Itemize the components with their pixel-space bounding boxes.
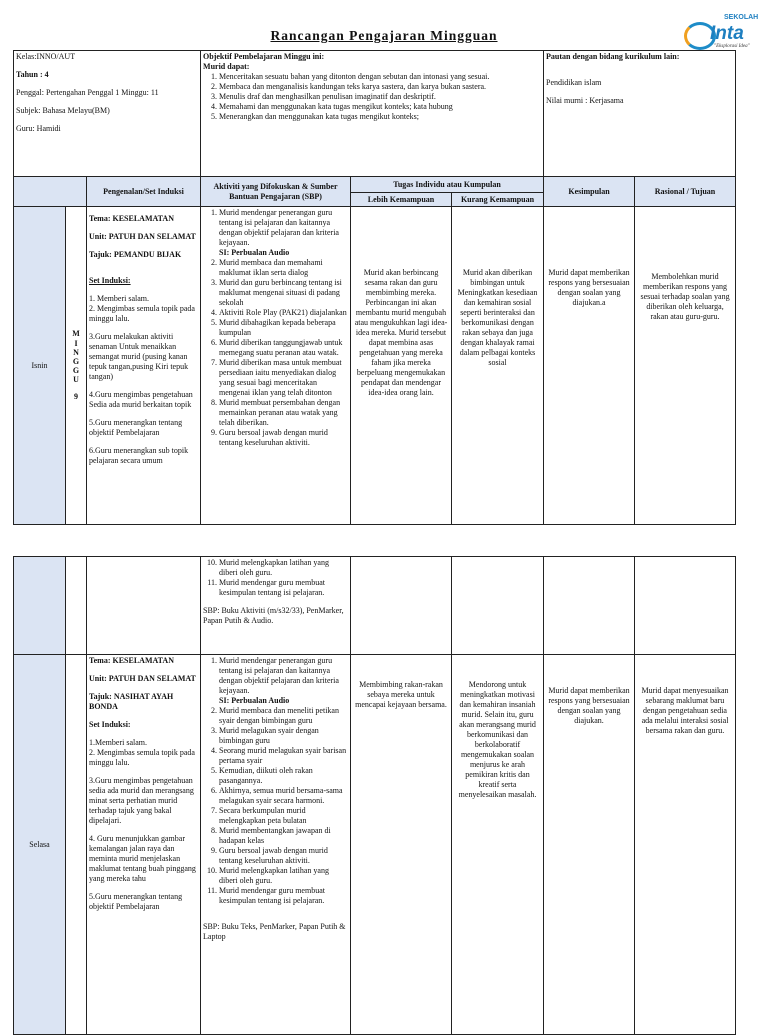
objektif-heading: Objektif Pembelajaran Minggu ini: bbox=[203, 52, 325, 61]
minggu-number: 9 bbox=[74, 392, 78, 402]
class-info-cell bbox=[14, 51, 201, 177]
objektif-item: 5. Menerangkan dan menggunakan kata tugas mengikut konteks; bbox=[219, 112, 541, 122]
aktiviti-item: 10. Murid melengkapkan latihan yang diberi oleh guru. bbox=[219, 558, 348, 578]
header-induksi: Pengenalan/Set Induksi bbox=[87, 177, 201, 207]
aktiviti-item: 1. Murid mendengar penerangan guru tentang isi pelajaran dan kaitannya dengan objektif pelajaran dan kriteria kejayaan. bbox=[219, 656, 348, 696]
aktiviti-item: 7. Secara berkumpulan murid melengkapkan peta bulatan bbox=[219, 806, 348, 826]
cont-minggu-cell bbox=[66, 557, 87, 655]
logo-top-text: SEKOLAH bbox=[724, 14, 759, 21]
induksi-step: 6.Guru menerangkan sub topik pelajaran secara umum bbox=[89, 446, 189, 465]
weekly-plan-table-2 bbox=[13, 556, 736, 1035]
objektif-item: 3. Menulis draf dan menghasilkan penulisan imaginatif dan deskriptif. bbox=[219, 92, 541, 102]
aktiviti-list bbox=[203, 208, 348, 248]
induksi-step: 1. Memberi salam. bbox=[89, 294, 149, 303]
aktiviti-item: 8. Murid membentangkan jawapan di hadapan kelas bbox=[219, 826, 348, 846]
induksi-step: 2. Mengimbas semula topik pada minggu lalu. bbox=[89, 748, 195, 767]
kurang-text: Mendorong untuk meningkatkan motivasi dan kemahiran insaniah murid. Selain itu, guru akan merangsang murid berkomunikasi dan berkolaboratif mengemukakan soalan menjurus ke arah pemikiran kritis dan kreatif serta menyelesaikan masalah. bbox=[458, 680, 537, 799]
aktiviti-list bbox=[203, 656, 348, 696]
isnin-lebih bbox=[351, 207, 452, 525]
sbp-label: SI: Perbualan Audio bbox=[219, 696, 290, 705]
tajuk: Tajuk: NASIHAT AYAH BONDA bbox=[89, 692, 174, 711]
aktiviti-item: 11. Murid mendengar guru membuat kesimpulan tentang isi pelajaran. bbox=[219, 578, 348, 598]
sekolah-inta-logo bbox=[680, 14, 760, 50]
selasa-minggu-cell bbox=[66, 655, 87, 1035]
objektif-sub: Murid dapat: bbox=[203, 62, 250, 71]
aktiviti-item: 4. Seorang murid melagukan syair barisan pertama syair bbox=[219, 746, 348, 766]
isnin-kurang bbox=[452, 207, 544, 525]
aktiviti-list bbox=[203, 258, 348, 448]
selasa-kesimpulan bbox=[544, 655, 635, 1035]
minggu-letter: U bbox=[73, 375, 79, 385]
kesimpulan-text: Murid dapat memberikan respons yang bersesuaian dengan soalan yang diajukan. bbox=[548, 686, 630, 725]
penggal-field: Penggal: Pertengahan Penggal 1 Minggu: 11 bbox=[16, 88, 159, 97]
objektif-item: 2. Membaca dan menganalisis kandungan teks karya sastera, dan karya bukan sastera. bbox=[219, 82, 541, 92]
aktiviti-list bbox=[203, 558, 348, 598]
aktiviti-item: 2. Murid membaca dan memahami maklumat iklan serta dialog bbox=[219, 258, 348, 278]
cont-day-cell bbox=[14, 557, 66, 655]
aktiviti-item: 1. Murid mendengar penerangan guru tentang isi pelajaran dan kaitannya dengan objektif pelajaran dan kriteria kejayaan. bbox=[219, 208, 348, 248]
aktiviti-item: 7. Murid diberikan masa untuk membuat persediaan iaitu menyediakan dialog yang sesuai bagi menceritakan mengenai iklan yang telah ditonton bbox=[219, 358, 348, 398]
page-title: Rancangan Pengajaran Mingguan bbox=[270, 28, 498, 43]
selasa-induksi bbox=[87, 655, 201, 1035]
minggu-letter: M bbox=[72, 329, 80, 339]
minggu-letter: G bbox=[72, 366, 80, 376]
aktiviti-item: 3. Murid dan guru berbincang tentang isi maklumat mengenai situasi di padang sekolah bbox=[219, 278, 348, 308]
pautan-cell bbox=[544, 51, 736, 177]
cont-lebih bbox=[351, 557, 452, 655]
sbp-text: SBP: Buku Aktiviti (m/s32/33), PenMarker, Papan Putih & Audio. bbox=[203, 606, 344, 625]
minggu-letter: G bbox=[72, 356, 80, 366]
induksi-step: 4.Guru mengimbas pengetahuan Sedia ada murid berkaitan topik bbox=[89, 390, 193, 409]
induksi-step: 5.Guru menerangkan tentang objektif Pembelajaran bbox=[89, 892, 183, 911]
minggu-vertical bbox=[66, 207, 87, 525]
header-tugas: Tugas Individu atau Kumpulan bbox=[351, 177, 544, 193]
logo-tagline: "Eksplorasi Idea" bbox=[714, 44, 750, 49]
day-selasa: Selasa bbox=[14, 655, 66, 1035]
isnin-induksi bbox=[87, 207, 201, 525]
aktiviti-item: 5. Murid dibahagikan kepada beberapa kumpulan bbox=[219, 318, 348, 338]
header-kesimpulan: Kesimpulan bbox=[544, 177, 635, 207]
unit: Unit: PATUH DAN SELAMAT bbox=[89, 674, 196, 683]
tema: Tema: KESELAMATAN bbox=[89, 214, 174, 223]
header-kurang: Kurang Kemampuan bbox=[452, 193, 544, 207]
selasa-aktiviti bbox=[201, 655, 351, 1035]
header-rasional: Rasional / Tujuan bbox=[635, 177, 736, 207]
pautan-value: Pendidikan islam bbox=[546, 78, 602, 87]
induksi-step: 4. Guru menunjukkan gambar kemalangan jalan raya dan meminta murid menjelaskan maklumat tentang buah pinggang yang mereka tahu bbox=[89, 834, 196, 883]
unit: Unit: PATUH DAN SELAMAT bbox=[89, 232, 196, 241]
induksi-step: 1.Memberi salam. bbox=[89, 738, 147, 747]
lebih-text: Membimbing rakan-rakan sebaya mereka untuk mencapai kejayaan bersama. bbox=[355, 680, 447, 709]
sbp-text: SBP: Buku Teks, PenMarker, Papan Putih & Laptop bbox=[203, 922, 346, 941]
rasional-text: Membolehkan murid memberikan respons yang sesuai terhadap soalan yang diberikan oleh keluarga, rakan atau guru-guru. bbox=[640, 272, 730, 321]
aktiviti-item: 6. Murid diberikan tanggungjawab untuk memegang suatu peranan atau watak. bbox=[219, 338, 348, 358]
set-induksi-label: Set Induksi: bbox=[89, 720, 131, 729]
induksi-step: 3.Guru melakukan aktiviti senaman Untuk menaikkan semangat murid (pusing kanan tepuk tangan,pusing Kiri tepuk tangan) bbox=[89, 332, 189, 381]
objektif-cell bbox=[201, 51, 544, 177]
objektif-item: 4. Memahami dan menggunakan kata tugas mengikut konteks; kata hubung bbox=[219, 102, 541, 112]
induksi-step: 3.Guru mengimbas pengetahuan sedia ada murid dan merangsang minat serta perhatian murid terhadap tajuk yang bakal dipelajari. bbox=[89, 776, 194, 825]
lebih-text: Murid akan berbincang sesama rakan dan guru membimbing mereka. Perbincangan ini akan membantu murid mengubah atau mengukuhkan lagi idea-idea mereka. Murid tersebut dapat membina asas pengetahuan yang mereka faham jika mereka berpeluang mengemukakan pendapat dan mendengar idea-idea orang lain. bbox=[354, 268, 448, 397]
aktiviti-item: 4. Aktiviti Role Play (PAK21) diajalankan bbox=[219, 308, 348, 318]
kesimpulan-text: Murid dapat memberikan respons yang bersesuaian dengan soalan yang diajukan.a bbox=[548, 268, 630, 307]
selasa-kurang bbox=[452, 655, 544, 1035]
cont-rasional bbox=[635, 557, 736, 655]
cont-kurang bbox=[452, 557, 544, 655]
induksi-step: 5.Guru menerangkan tentang objektif Pembelajaran bbox=[89, 418, 183, 437]
isnin-aktiviti bbox=[201, 207, 351, 525]
cont-kesimpulan bbox=[544, 557, 635, 655]
header-blank bbox=[14, 177, 87, 207]
tajuk: Tajuk: PEMANDU BIJAK bbox=[89, 250, 182, 259]
tema: Tema: KESELAMATAN bbox=[89, 656, 174, 665]
rasional-text: Murid dapat menyesuaikan sebarang maklumat baru dengan pengetahuan sedia ada melalui interaksi sosial bersama rakan dan guru. bbox=[641, 686, 729, 735]
pautan-heading: Pautan dengan bidang kurikulum lain: bbox=[546, 52, 680, 61]
kurang-text: Murid akan diberikan bimbingan untuk Meningkatkan kesediaan dan kemahiran sosial seperti berinteraksi dan berkomunikasi dengan rakan sebaya dan juga dengan khalayak ramai dalam pelbagai konteks sosial bbox=[457, 268, 538, 367]
cont-induksi-cell bbox=[87, 557, 201, 655]
header-lebih: Lebih Kemampuan bbox=[351, 193, 452, 207]
selasa-rasional bbox=[635, 655, 736, 1035]
isnin-kesimpulan bbox=[544, 207, 635, 525]
objektif-list bbox=[203, 72, 541, 122]
header-aktiviti: Aktiviti yang Difokuskan & Sumber Bantuan Pengajaran (SBP) bbox=[201, 177, 351, 207]
tahun-field: Tahun : 4 bbox=[16, 70, 49, 79]
weekly-plan-table-1 bbox=[13, 50, 736, 525]
isnin-rasional bbox=[635, 207, 736, 525]
aktiviti-item: 2. Murid membaca dan meneliti petikan syair dengan bimbingan guru bbox=[219, 706, 348, 726]
cont-aktiviti bbox=[201, 557, 351, 655]
aktiviti-list bbox=[203, 706, 348, 906]
aktiviti-item: 11. Murid mendengar guru membuat kesimpulan tentang isi pelajaran. bbox=[219, 886, 348, 906]
selasa-lebih bbox=[351, 655, 452, 1035]
minggu-letter: N bbox=[73, 347, 79, 357]
sbp-label: SI: Perbualan Audio bbox=[219, 248, 290, 257]
aktiviti-item: 5. Kemudian, diikuti oleh rakan pasangannya. bbox=[219, 766, 348, 786]
subjek-field: Subjek: Bahasa Melayu(BM) bbox=[16, 106, 110, 115]
aktiviti-item: 6. Akhirnya, semua murid bersama-sama melagukan syair secara harmoni. bbox=[219, 786, 348, 806]
aktiviti-item: 9. Guru bersoal jawab dengan murid tentang keseluruhan aktiviti. bbox=[219, 428, 348, 448]
aktiviti-item: 9. Guru bersoal jawab dengan murid tentang keseluruhan aktiviti. bbox=[219, 846, 348, 866]
guru-field: Guru: Hamidi bbox=[16, 124, 61, 133]
aktiviti-item: 3. Murid melagukan syair dengan bimbingan guru bbox=[219, 726, 348, 746]
induksi-step: 2. Mengimbas semula topik pada minggu lalu. bbox=[89, 304, 195, 323]
set-induksi-label: Set Induksi: bbox=[89, 276, 131, 285]
minggu-letter: I bbox=[74, 338, 78, 348]
nilai-murni: Nilai murni : Kerjasama bbox=[546, 96, 624, 105]
kelas-field: Kelas:INNO/AUT bbox=[16, 52, 76, 61]
aktiviti-item: 10. Murid melengkapkan latihan yang diberi oleh guru. bbox=[219, 866, 348, 886]
aktiviti-item: 8. Murid membuat persembahan dengan memainkan peranan atau watak yang telah diberikan. bbox=[219, 398, 348, 428]
logo-word: Inta bbox=[710, 23, 744, 44]
day-isnin: Isnin bbox=[14, 207, 66, 525]
objektif-item: 1. Menceritakan sesuatu bahan yang ditonton dengan sebutan dan intonasi yang sesuai. bbox=[219, 72, 541, 82]
